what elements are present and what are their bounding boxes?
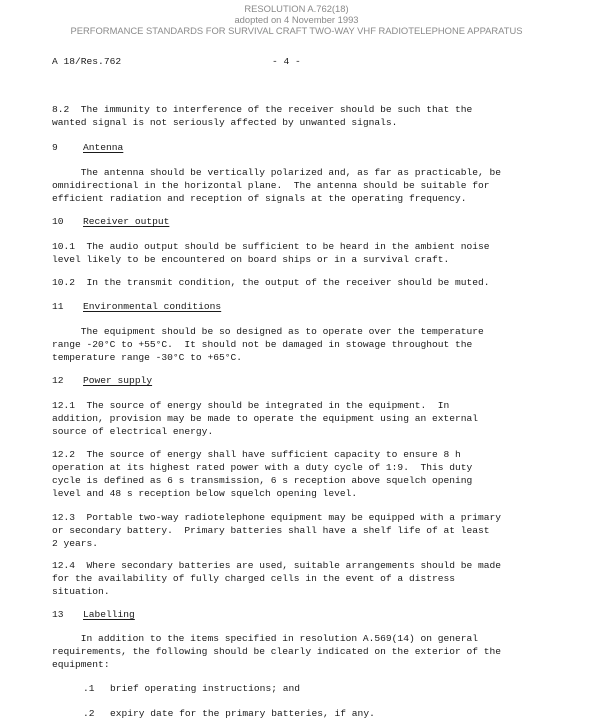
text-line: 2 years. (52, 538, 99, 549)
text-line: omnidirectional in the horizontal plane. The antenna should be suitable for (52, 180, 490, 191)
text-line: range -20°C to +55°C. It should not be damaged in stowage throughout the (52, 339, 473, 350)
resolution-number: RESOLUTION A.762(18) (244, 3, 349, 14)
adoption-date: adopted on 4 November 1993 (234, 14, 359, 25)
text-line: In addition to the items specified in resolution A.569(14) on general (52, 633, 479, 644)
section-number: 12 (52, 375, 64, 386)
page-number: - 4 - (272, 56, 301, 67)
paragraph-11 (52, 325, 552, 364)
section-heading-receiver-output (52, 215, 169, 228)
text-line: level and 48 s reception below squelch opening level. (52, 488, 358, 499)
text-line: requirements, the following should be clearly indicated on the exterior of the (52, 646, 502, 657)
paragraph-13 (52, 632, 552, 671)
text-line: efficient radiation and reception of signals at the operating frequency. (52, 193, 467, 204)
text-line: 10.2 In the transmit condition, the output of the receiver should be muted. (52, 277, 490, 288)
document-reference: A 18/Res.762 (52, 56, 122, 67)
text-line: cycle is defined as 6 s transmission, 6 s reception above squelch opening (52, 475, 473, 486)
text-line: source of electrical energy. (52, 426, 214, 437)
section-title: Labelling (83, 609, 135, 620)
section-heading-power-supply (52, 374, 152, 387)
paragraph-9 (52, 166, 552, 205)
text-line: operation at its highest rated power with a duty cycle of 1:9. This duty (52, 462, 473, 473)
text-line: or secondary battery. Primary batteries shall have a shelf life of at least (52, 525, 490, 536)
text-line: equipment: (52, 659, 110, 670)
paragraph-12-3 (52, 511, 552, 550)
text-line: situation. (52, 586, 110, 597)
list-item-number: .2 (83, 708, 95, 719)
text-line: 10.1 The audio output should be sufficient to be heard in the ambient noise (52, 241, 490, 252)
list-item-text: brief operating instructions; and (110, 683, 300, 694)
text-line: level likely to be encountered on board ships or in a survival craft. (52, 254, 450, 265)
paragraph-10-2 (52, 276, 552, 289)
section-number: 13 (52, 609, 64, 620)
section-heading-labelling (52, 608, 135, 621)
text-line: The equipment should be so designed as to operate over the temperature (52, 326, 484, 337)
section-title: Power supply (83, 375, 153, 386)
standard-title: PERFORMANCE STANDARDS FOR SURVIVAL CRAFT TWO-WAY VHF RADIOTELEPHONE APPARATUS (70, 25, 523, 36)
text-line: temperature range -30°C to +65°C. (52, 352, 242, 363)
list-item-number: .1 (83, 683, 95, 694)
text-line: 12.1 The source of energy should be integrated in the equipment. In (52, 400, 450, 411)
section-title: Receiver output (83, 216, 170, 227)
section-number: 11 (52, 301, 64, 312)
paragraph-8-2 (52, 103, 552, 129)
section-heading-antenna (52, 141, 123, 154)
list-item (83, 682, 300, 695)
text-line: 8.2 The immunity to interference of the receiver should be such that the (52, 104, 473, 115)
text-line: wanted signal is not seriously affected by unwanted signals. (52, 117, 398, 128)
paragraph-12-2 (52, 448, 552, 500)
section-number: 10 (52, 216, 64, 227)
list-item-text: expiry date for the primary batteries, if any. (110, 708, 375, 719)
paragraph-12-4 (52, 559, 552, 598)
text-line: 12.4 Where secondary batteries are used, suitable arrangements should be made (52, 560, 502, 571)
section-title: Environmental conditions (83, 301, 222, 312)
section-heading-environmental-conditions (52, 300, 221, 313)
section-number: 9 (52, 142, 58, 153)
paragraph-12-1 (52, 399, 552, 438)
text-line: addition, provision may be made to operate the equipment using an external (52, 413, 479, 424)
text-line: 12.2 The source of energy shall have sufficient capacity to ensure 8 h (52, 449, 461, 460)
section-title: Antenna (83, 142, 124, 153)
list-item (83, 707, 375, 720)
text-line: for the availability of fully charged cells in the event of a distress (52, 573, 456, 584)
text-line: The antenna should be vertically polarized and, as far as practicable, be (52, 167, 502, 178)
paragraph-10-1 (52, 240, 552, 266)
text-line: 12.3 Portable two-way radiotelephone equipment may be equipped with a primary (52, 512, 502, 523)
